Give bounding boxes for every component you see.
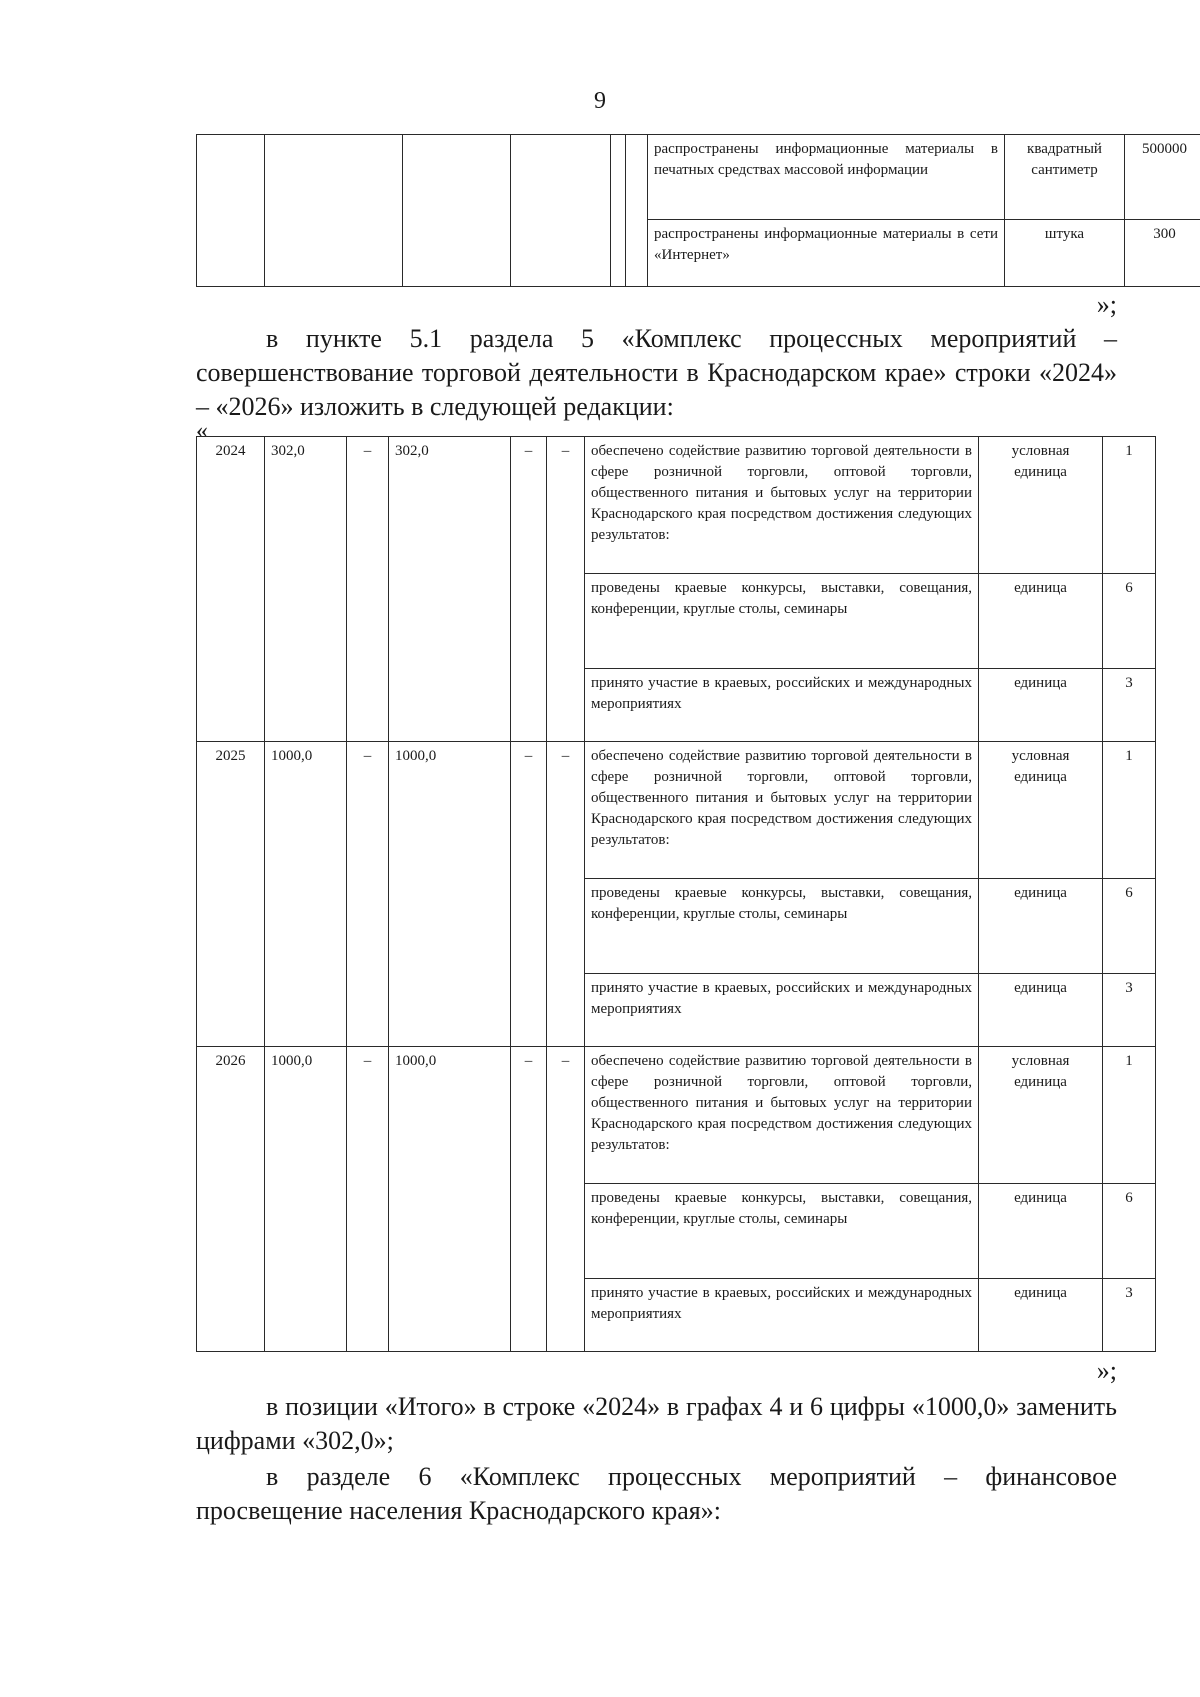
result-description: обеспечено содействие развитию торговой деятельности в сфере розничной торговли, оптовой торговли, общественного питания и бытовых услуг на территории Краснодарского края посредством достижения следующих результатов: (585, 437, 979, 574)
empty-cell (626, 135, 648, 287)
value-cell: 3 (1103, 669, 1156, 742)
result-description: обеспечено содействие развитию торговой деятельности в сфере розничной торговли, оптовой торговли, общественного питания и бытовых услуг на территории Краснодарского края посредством достижения следующих результатов: (585, 1047, 979, 1184)
value-cell: 500000 (1125, 135, 1200, 220)
closing-quote: »; (1096, 1356, 1117, 1385)
activities-table (196, 436, 1156, 1352)
table-row (197, 437, 1156, 574)
year-cell: 2025 (197, 742, 265, 1047)
result-description: проведены краевые конкурсы, выставки, совещания, конференции, круглые столы, семинары (585, 1184, 979, 1279)
unit-cell: единица (979, 879, 1103, 974)
opening-quote: « (196, 418, 208, 444)
result-description: принято участие в краевых, российских и международных мероприятиях (585, 669, 979, 742)
continuation-table (196, 134, 1200, 287)
empty-cell (403, 135, 511, 287)
paragraph-amendment: в пункте 5.1 раздела 5 «Комплекс процессных мероприятий – совершенствование торговой деятельности в Краснодарском крае» строки «2024» – «2026» изложить в следующей редакции: (196, 324, 1117, 421)
table-row (197, 135, 1200, 220)
unit-cell: условная единица (979, 1047, 1103, 1184)
year-cell: 2026 (197, 1047, 265, 1352)
value-cell: 3 (1103, 974, 1156, 1047)
unit-cell: единица (979, 574, 1103, 669)
empty-cell (511, 135, 611, 287)
paragraph-itogo: в позиции «Итого» в строке «2024» в графах 4 и 6 цифры «1000,0» заменить цифрами «302,0»; (196, 1392, 1117, 1455)
unit-cell: единица (979, 974, 1103, 1047)
dash-cell: – (347, 742, 389, 1047)
empty-cell (611, 135, 626, 287)
year-cell: 2024 (197, 437, 265, 742)
amount-cell: 302,0 (389, 437, 511, 742)
total-cell: 1000,0 (265, 742, 347, 1047)
value-cell: 1 (1103, 1047, 1156, 1184)
empty-cell (265, 135, 403, 287)
empty-cell (197, 135, 265, 287)
value-cell: 6 (1103, 879, 1156, 974)
unit-cell: единица (979, 669, 1103, 742)
unit-cell: квадратный сантиметр (1005, 135, 1125, 220)
total-cell: 1000,0 (265, 1047, 347, 1352)
value-cell: 1 (1103, 437, 1156, 574)
result-description: проведены краевые конкурсы, выставки, совещания, конференции, круглые столы, семинары (585, 574, 979, 669)
result-description: обеспечено содействие развитию торговой деятельности в сфере розничной торговли, оптовой торговли, общественного питания и бытовых услуг на территории Краснодарского края посредством достижения следующих результатов: (585, 742, 979, 879)
unit-cell: единица (979, 1184, 1103, 1279)
dash-cell: – (547, 437, 585, 742)
unit-cell: штука (1005, 220, 1125, 287)
dash-cell: – (347, 437, 389, 742)
table-row (197, 1047, 1156, 1184)
dash-cell: – (511, 742, 547, 1047)
table-row (197, 742, 1156, 879)
dash-cell: – (347, 1047, 389, 1352)
result-description: проведены краевые конкурсы, выставки, совещания, конференции, круглые столы, семинары (585, 879, 979, 974)
closing-quote: »; (1096, 290, 1117, 319)
dash-cell: – (547, 742, 585, 1047)
result-description: распространены информационные материалы в печатных средствах массовой информации (648, 135, 1005, 220)
amount-cell: 1000,0 (389, 1047, 511, 1352)
total-cell: 302,0 (265, 437, 347, 742)
unit-cell: условная единица (979, 437, 1103, 574)
dash-cell: – (511, 1047, 547, 1352)
result-description: принято участие в краевых, российских и международных мероприятиях (585, 974, 979, 1047)
value-cell: 3 (1103, 1279, 1156, 1352)
result-description: принято участие в краевых, российских и международных мероприятиях (585, 1279, 979, 1352)
unit-cell: единица (979, 1279, 1103, 1352)
value-cell: 1 (1103, 742, 1156, 879)
unit-cell: условная единица (979, 742, 1103, 879)
value-cell: 6 (1103, 574, 1156, 669)
result-description: распространены информационные материалы в сети «Интернет» (648, 220, 1005, 287)
page-number: 9 (594, 88, 606, 114)
value-cell: 6 (1103, 1184, 1156, 1279)
amount-cell: 1000,0 (389, 742, 511, 1047)
dash-cell: – (511, 437, 547, 742)
dash-cell: – (547, 1047, 585, 1352)
value-cell: 300 (1125, 220, 1200, 287)
paragraph-section-6: в разделе 6 «Комплекс процессных мероприятий – финансовое просвещение населения Краснодарского края»: (196, 1462, 1117, 1525)
